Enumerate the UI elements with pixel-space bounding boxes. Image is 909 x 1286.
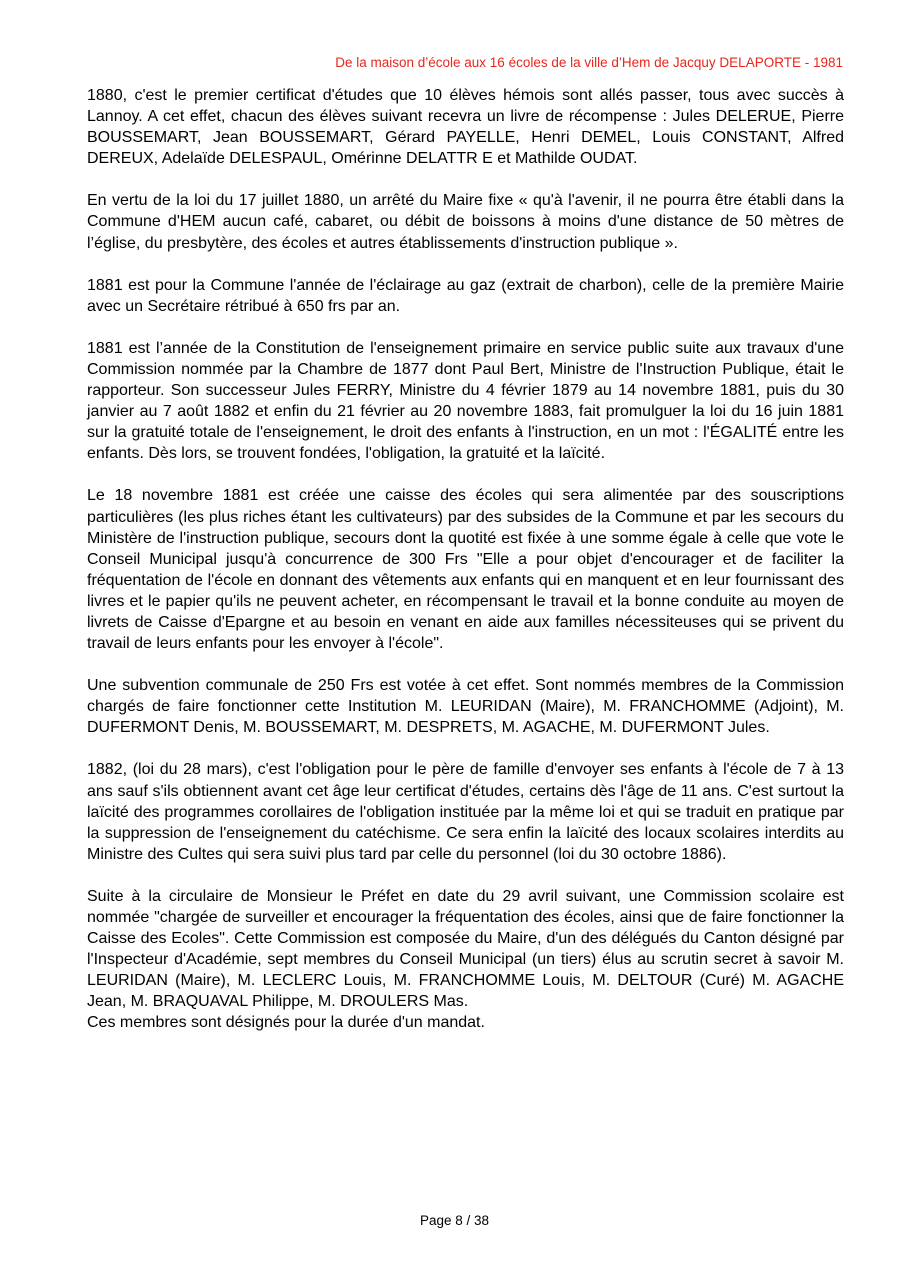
page-number: Page 8 / 38 [419,1213,490,1228]
paragraph-constitution-1881: 1881 est l’année de la Constitution de l'enseignement primaire en service public suite aux travaux d'une Commission nommée par la Chambre de 1877 dont Paul Bert, Ministre de l'Instruction Publique, était le rapporteur. Son successeur Jules FERRY, Ministre du 4 février 1879 au 14 novembre 1881, puis du 30 janvier au 7 août 1882 et enfin du 21 février au 20 novembre 1883, fait promulguer la loi du 16 juin 1881 sur la gratuité totale de l'enseignement, le droit des enfants à l'instruction, en un mot : l'ÉGALITÉ entre les enfants. Dès lors, se trouvent fondées, l'obligation, la gratuité et la laïcité. [87,339,844,463]
paragraph-loi-1880: En vertu de la loi du 17 juillet 1880, un arrêté du Maire fixe « qu'à l'avenir, il ne pourra être établi dans la Commune d'HEM aucun café, cabaret, ou débit de boissons à moins d'une distance de 50 mètres de l’église, du presbytère, des écoles et autres établissements d'instruction publique ». [87,192,844,252]
paragraph-subvention: Une subvention communale de 250 Frs est votée à cet effet. Sont nommés membres de la Commission chargés de faire fonctionner cette Institution M. LEURIDAN (Maire), M. FRANCHOMME (Adjoint), M. DUFERMONT Denis, M. BOUSSEMART, M. DESPRETS, M. AGACHE, M. DUFERMONT Jules. [87,677,844,737]
page-body [87,85,844,1034]
paragraph-mandat: Ces membres sont désignés pour la durée d'un mandat. [87,1014,485,1032]
paragraph-eclairage-1881: 1881 est pour la Commune l'année de l'éclairage au gaz (extrait de charbon), celle de la première Mairie avec un Secrétaire rétribué à 650 frs par an. [87,276,844,315]
paragraph-certificat-1880: 1880, c'est le premier certificat d'études que 10 élèves hémois sont allés passer, tous avec succès à Lannoy. A cet effet, chacun des élèves suivant recevra un livre de récompense : Jules DELERUE, Pierre BOUSSEMART, Jean BOUSSEMART, Gérard PAYELLE, Henri DEMEL, Louis CONSTANT, Alfred DEREUX, Adelaïde DELESPAUL, Omérinne DELATTR E et Mathilde OUDAT. [87,87,844,168]
paragraph-commission-scolaire: Suite à la circulaire de Monsieur le Préfet en date du 29 avril suivant, une Commission scolaire est nommée "chargée de surveiller et encourager la fréquentation des écoles, ainsi que de faire fonctionner la Caisse des Ecoles". Cette Commission est composée du Maire, d'un des délégués du Canton désigné par l'Inspecteur d'Académie, sept membres du Conseil Municipal (un tiers) élus au scrutin secret à savoir M. LEURIDAN (Maire), M. LECLERC Louis, M. FRANCHOMME Louis, M. DELTOUR (Curé) M. AGACHE Jean, M. BRAQUAVAL Philippe, M. DROULERS Mas. [87,887,844,1011]
paragraph-caisse-des-ecoles: Le 18 novembre 1881 est créée une caisse des écoles qui sera alimentée par des souscriptions particulières (les plus riches étant les cultivateurs) par des subsides de la Commune et par les secours du Ministère de l'instruction publique, secours dont la quotité est fixée à une somme égale à celle que vote le Conseil Municipal jusqu'à concurrence de 300 Frs "Elle a pour objet d'encourager et de faciliter la fréquentation de l'école en donnant des vêtements aux enfants qui en manquent et en leur fournissant des livres et le papier qu'ils ne peuvent acheter, en récompensant le travail et la bonne conduite au moyen de livrets de Caisse d'Epargne et au besoin en venant en aide aux familles nécessiteuses qui se privent du travail de leurs enfants pour les envoyer à l'école". [87,487,844,653]
running-header: De la maison d’école aux 16 écoles de la ville d’Hem de Jacquy DELAPORTE - 1981 [335,55,843,70]
paragraph-obligation-1882: 1882, (loi du 28 mars), c'est l'obligation pour le père de famille d'envoyer ses enfants à l'école de 7 à 13 ans sauf s'ils obtiennent avant cet âge leur certificat d'études, certains dès l'âge de 11 ans. C'est surtout la laïcité des programmes corollaires de l'obligation instituée par la même loi et qui se traduit en pratique par la suppression de l'enseignement du catéchisme. Ce sera enfin la laïcité des locaux scolaires interdits au Ministre des Cultes qui sera suivi plus tard par celle du personnel (loi du 30 octobre 1886). [87,761,844,863]
